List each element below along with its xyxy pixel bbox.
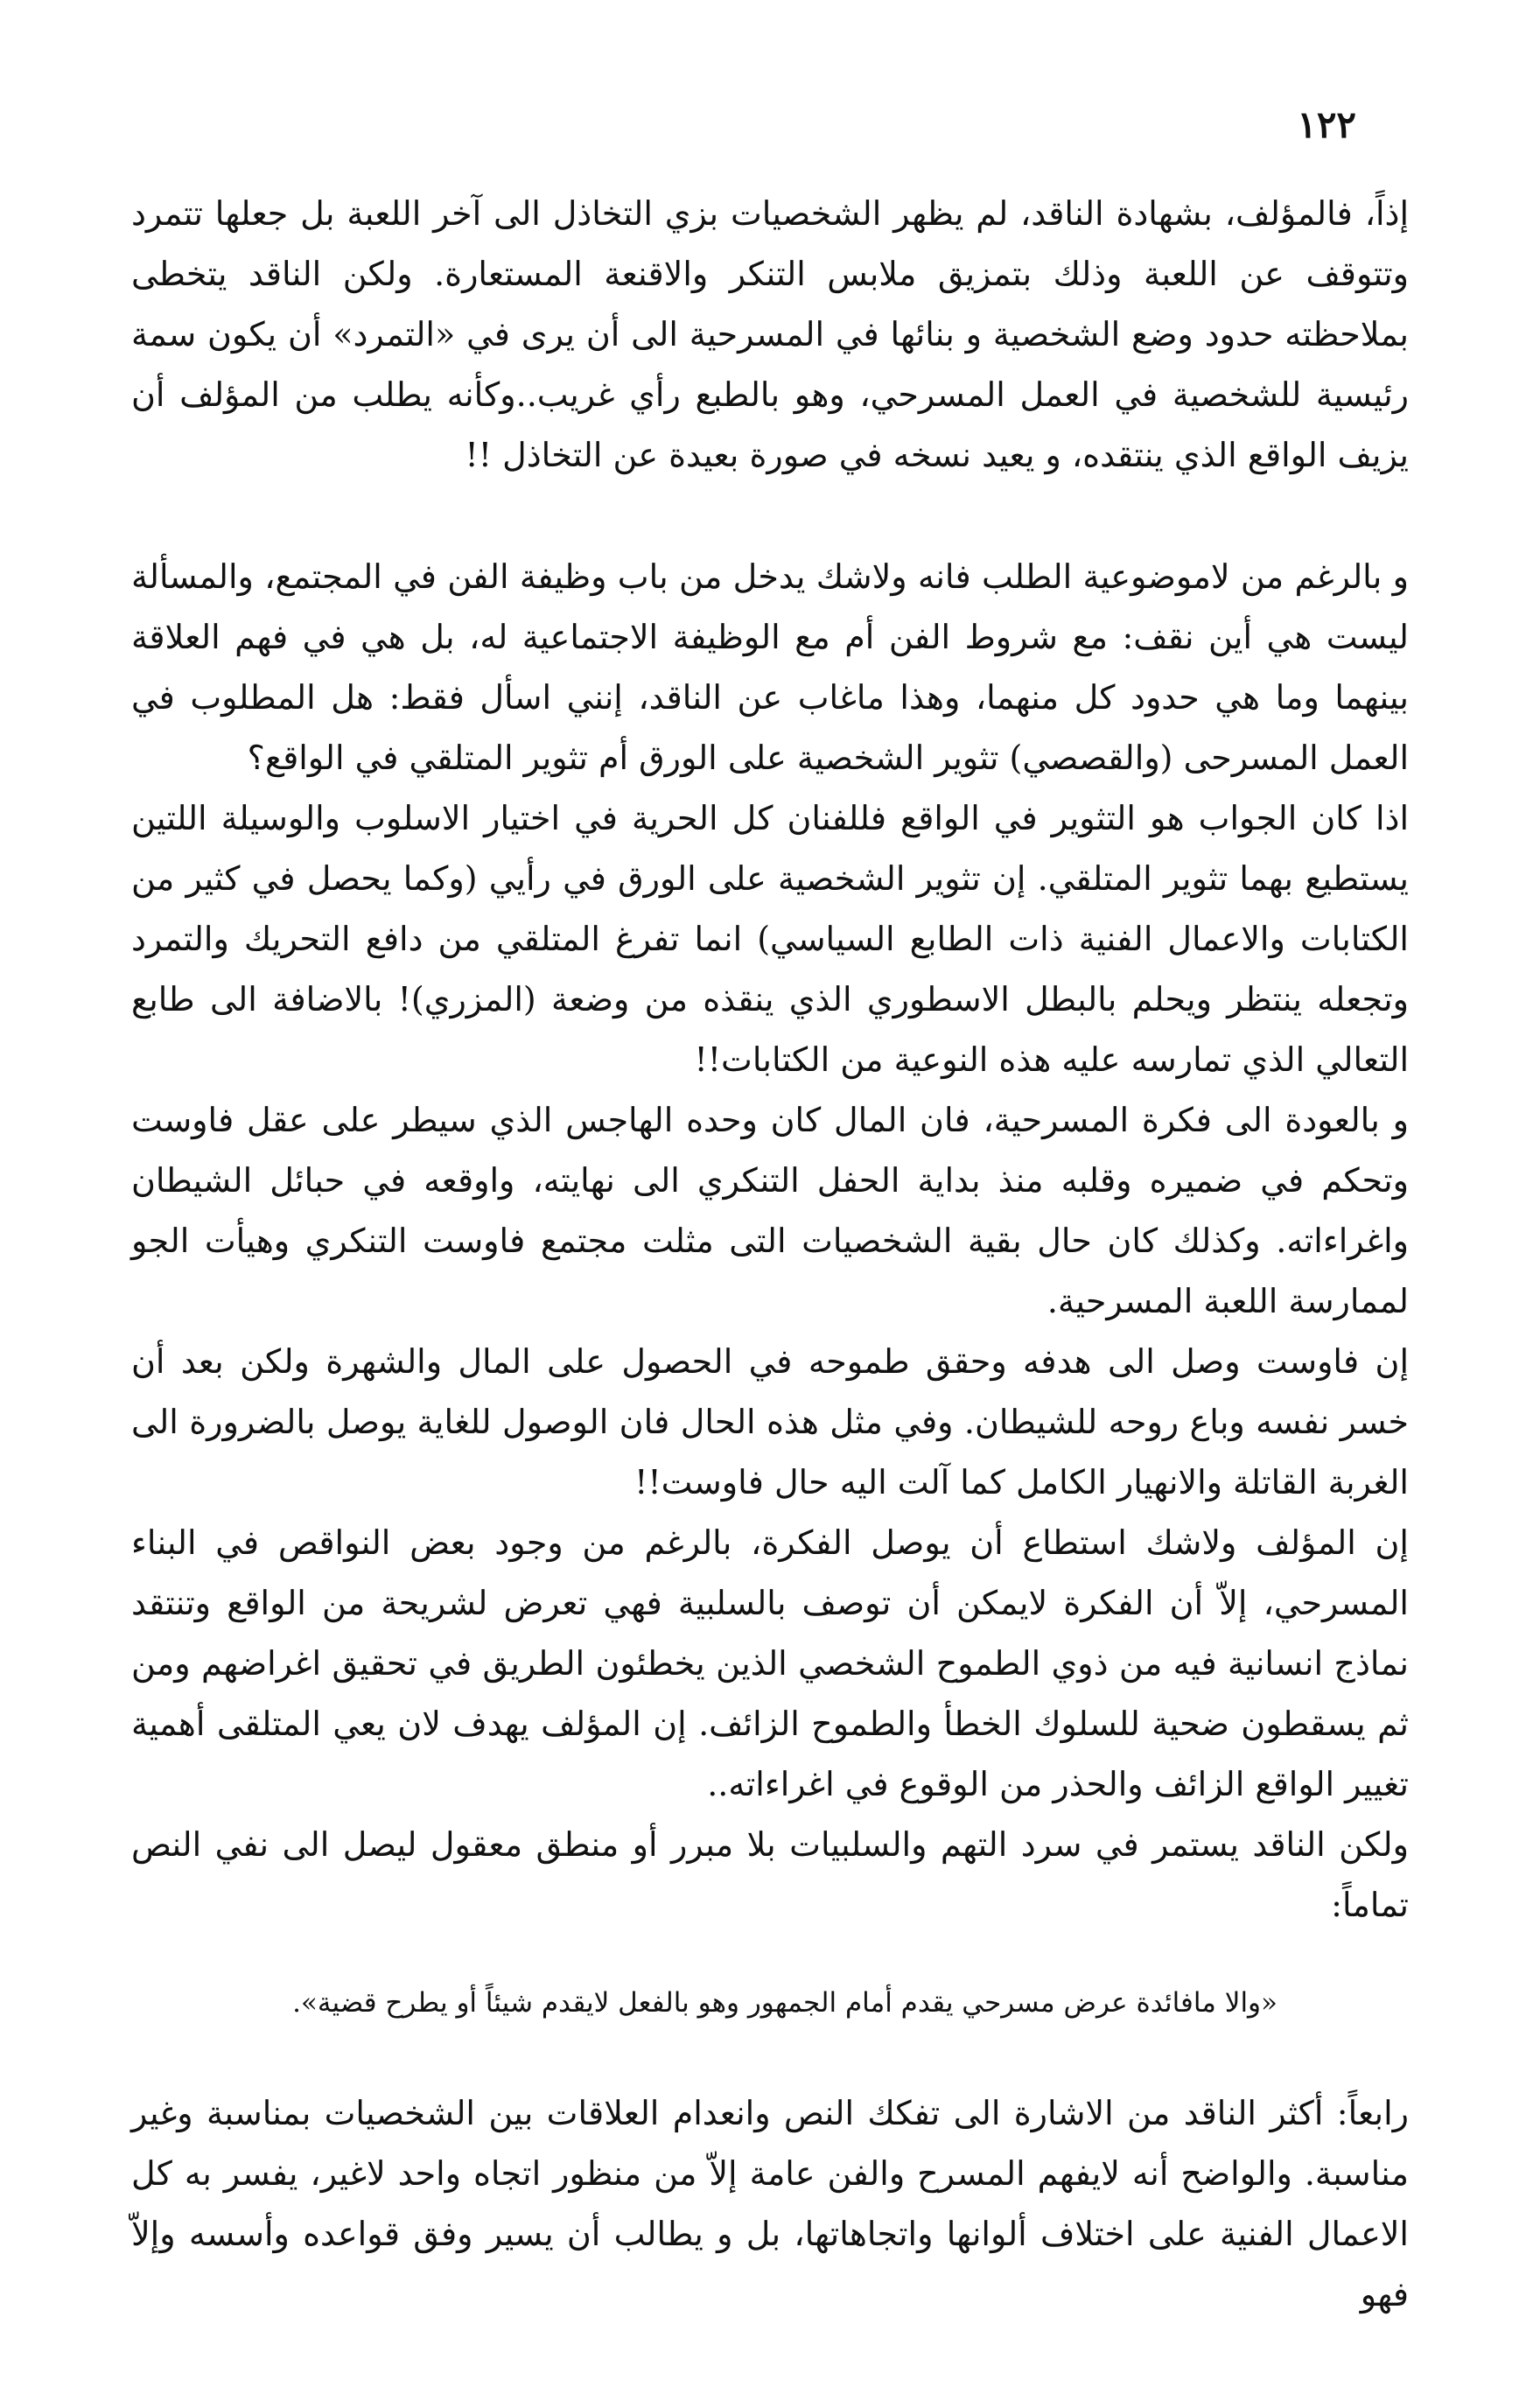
paragraph: ولكن الناقد يستمر في سرد التهم والسلبيات بلا مبرر أو منطق معقول ليصل الى نفي النص تماماً: [131, 1825, 1409, 1924]
paragraph: و بالرغم من لاموضوعية الطلب فانه ولاشك يدخل من باب وظيفة الفن في المجتمع، والمسألة ليست هي أين نقف: مع شروط الفن أم مع الوظيفة الاجتماعية له، بل هي في فهم العلاقة بينهما وما هي حدود كل منهما، وهذا ماغاب عن الناقد، إنني اسأل فقط: هل المطلوب في العمل المسرحى (والقصصي) تثوير الشخصية على الورق أم تثوير المتلقي في الواقع؟ [131, 557, 1409, 777]
paragraph: و بالعودة الى فكرة المسرحية، فان المال كان وحده الهاجس الذي سيطر على عقل فاوست وتحكم في ضميره وقلبه منذ بداية الحفل التنكري الى نهايته، واوقعه في حبائل الشيطان واغراءاته. وكذلك كان حال بقية الشخصيات التى مثلت مجتمع فاوست التنكري وهيأت الجو لممارسة اللعبة المسرحية. [131, 1101, 1409, 1320]
block-quote: «والا مافائدة عرض مسرحي يقدم أمام الجمهور وهو بالفعل لايقدم شيئاً أو يطرح قضية». [292, 1987, 1278, 2019]
page-number: ١٢٢ [1297, 103, 1356, 146]
paragraph: إن المؤلف ولاشك استطاع أن يوصل الفكرة، بالرغم من وجود بعض النواقص في البناء المسرحي، إلاّ أن الفكرة لايمكن أن توصف بالسلبية فهي تعرض لشريحة من الواقع وتنتقد نماذج انسانية فيه من ذوي الطموح الشخصي الذين يخطئون الطريق في تحقيق اغراضهم ومن ثم يسقطون ضحية للسلوك الخطأ والطموح الزائف. إن المؤلف يهدف لان يعي المتلقى أهمية تغيير الواقع الزائف والحذر من الوقوع في اغراءاته.. [131, 1523, 1409, 1803]
paragraph: رابعاً: أكثر الناقد من الاشارة الى تفكك النص وانعدام العلاقات بين الشخصيات بمناسبة وغير مناسبة. والواضح أنه لايفهم المسرح والفن عامة إلاّ من منظور اتجاه واحد لاغير، يفسر به كل الاعمال الفنية على اختلاف ألوانها واتجاهاتها، بل و يطالب أن يسير وفق قواعده وأسسه وإلاّ فهو [131, 2094, 1409, 2314]
body-text-block-top [131, 184, 1409, 486]
paragraph: اذا كان الجواب هو التثوير في الواقع فللفنان كل الحرية في اختيار الاسلوب والوسيلة اللتين يستطيع بهما تثوير المتلقي. إن تثوير الشخصية على الورق في رأيي (وكما يحصل في كثير من الكتابات والاعمال الفنية ذات الطابع السياسي) انما تفرغ المتلقي من دافع التحريك والتمرد وتجعله ينتظر ويحلم بالبطل الاسطوري الذي ينقذه من وضعة (المزري)! بالاضافة الى طابع التعالي الذي تمارسه عليه هذه النوعية من الكتابات!! [131, 799, 1409, 1079]
paragraph: إذاً، فالمؤلف، بشهادة الناقد، لم يظهر الشخصيات بزي التخاذل الى آخر اللعبة بل جعلها تتمرد وتتوقف عن اللعبة وذلك بتمزيق ملابس التنكر والاقنعة المستعارة. ولكن الناقد يتخطى بملاحظته حدود وضع الشخصية و بنائها في المسرحية الى أن يرى في «التمرد» أن يكون سمة رئيسية للشخصية في العمل المسرحي، وهو بالطبع رأي غريب..وكأنه يطلب من المؤلف أن يزيف الواقع الذي ينتقده، و يعيد نسخه في صورة بعيدة عن التخاذل !! [131, 194, 1409, 474]
paragraph: إن فاوست وصل الى هدفه وحقق طموحه في الحصول على المال والشهرة ولكن بعد أن خسر نفسه وباع روحه للشيطان. وفي مثل هذه الحال فان الوصول للغاية يوصل بالضرورة الى الغربة القاتلة والانهيار الكامل كما آلت اليه حال فاوست!! [131, 1342, 1410, 1502]
body-text-block-main [131, 547, 1409, 1936]
body-text-block-bottom [131, 2083, 1409, 2325]
